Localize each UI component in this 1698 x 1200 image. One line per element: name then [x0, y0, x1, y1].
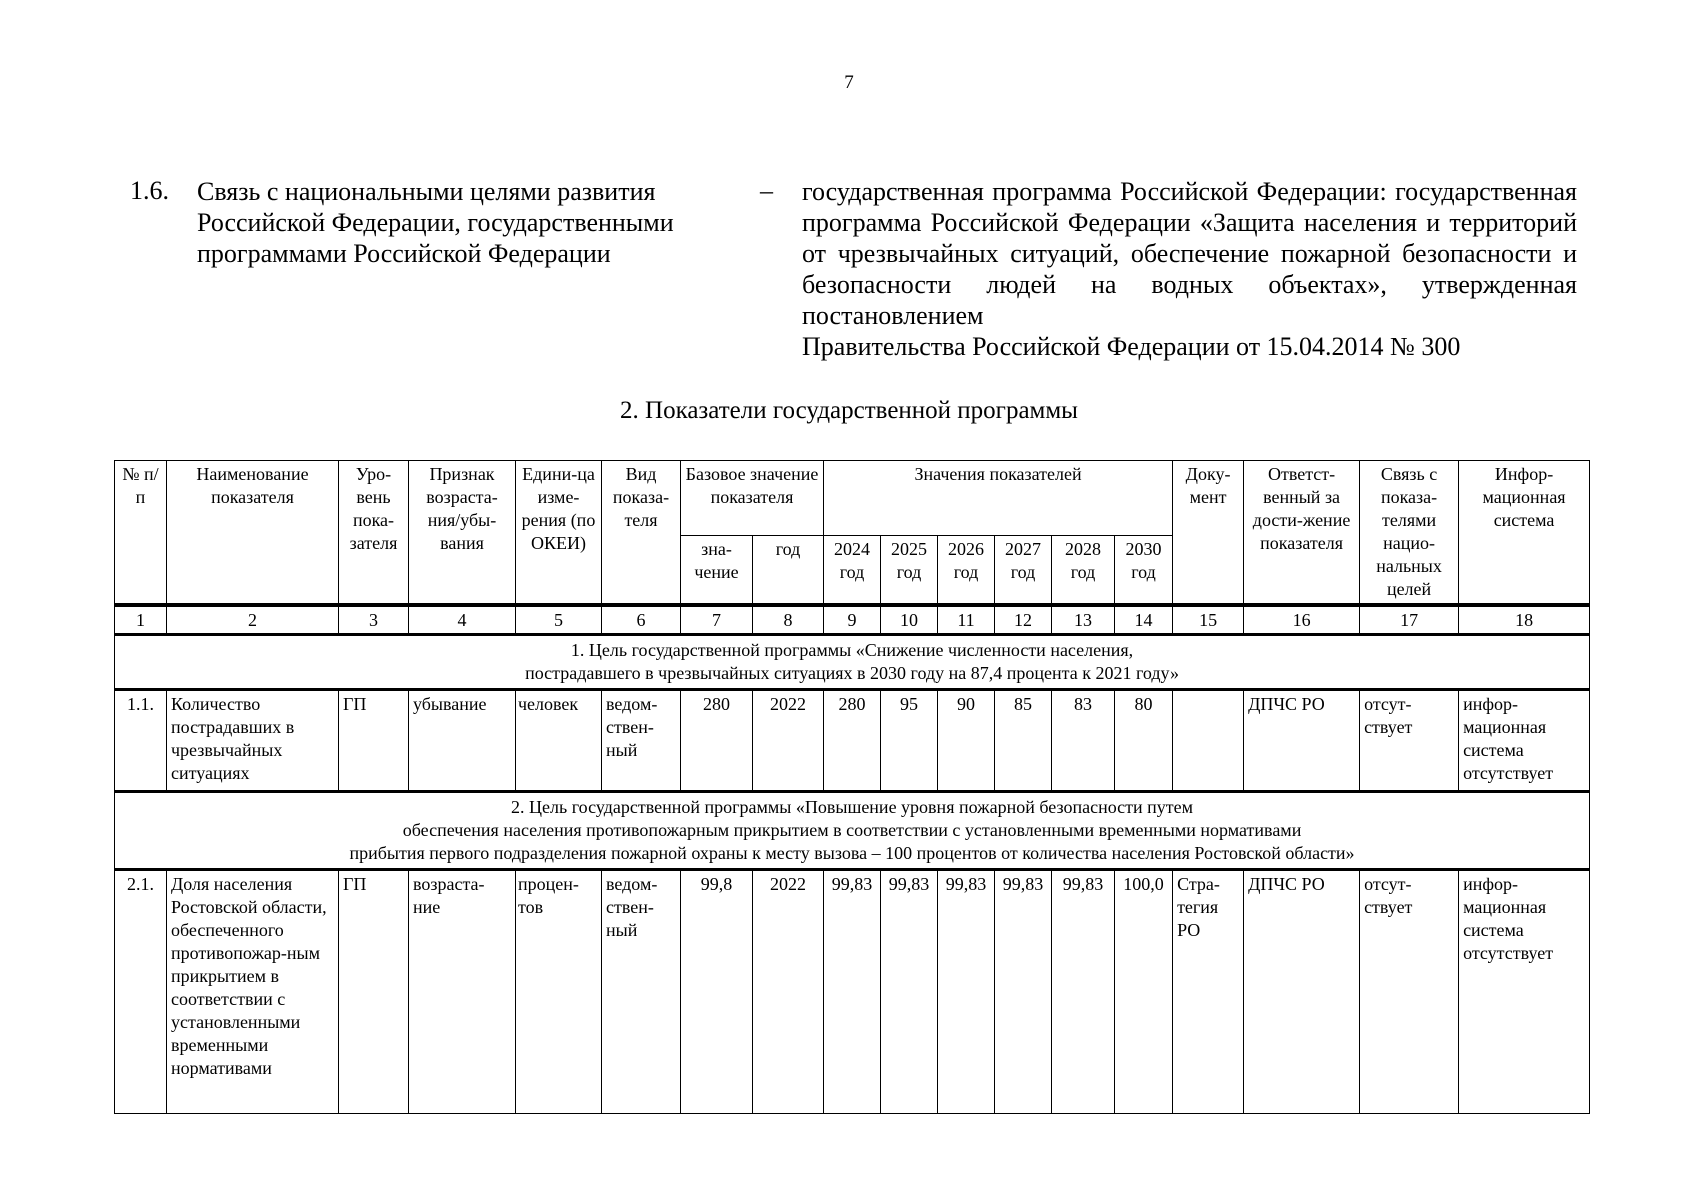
goal-1-row — [115, 635, 1590, 690]
row-base-year: 2022 — [753, 690, 824, 792]
row-link: отсут-ствует — [1360, 870, 1459, 1114]
header-doc: Доку-мент — [1173, 461, 1244, 606]
indicators-table — [114, 460, 1590, 1114]
goal-2-row — [115, 792, 1590, 870]
table-row — [115, 870, 1590, 1114]
header-name: Наименование показателя — [167, 461, 339, 606]
header-year-2024: 2024 год — [824, 535, 881, 605]
header-base: Базовое значение показателя — [681, 461, 824, 536]
goal-1-title — [115, 635, 1590, 690]
column-number: 11 — [938, 605, 995, 635]
column-number: 5 — [516, 605, 602, 635]
row-value-2024: 99,83 — [824, 870, 881, 1114]
row-doc — [1173, 690, 1244, 792]
column-number: 9 — [824, 605, 881, 635]
row-value-2027: 85 — [995, 690, 1052, 792]
row-level: ГП — [339, 690, 409, 792]
section-text-last: Правительства Российской Федерации от 15.04.2014 № 300 — [802, 332, 1461, 361]
section-dash: – — [760, 176, 773, 205]
row-value-2027: 99,83 — [995, 870, 1052, 1114]
section-number: 1.6. — [130, 176, 169, 205]
goal-2-title-line: обеспечения населения противопожарным прикрытием в соответствии с установленными временными нормативами — [402, 820, 1302, 840]
column-number: 2 — [167, 605, 339, 635]
column-number: 6 — [602, 605, 681, 635]
column-number: 8 — [753, 605, 824, 635]
column-number: 18 — [1459, 605, 1590, 635]
page-number: 7 — [844, 72, 854, 93]
goal-2-title-line: 2. Цель государственной программы «Повышение уровня пожарной безопасности путем — [511, 797, 1194, 817]
row-link: отсут-ствует — [1360, 690, 1459, 792]
header-values: Значения показателей — [824, 461, 1173, 536]
row-base-value: 280 — [681, 690, 753, 792]
column-number: 17 — [1360, 605, 1459, 635]
header-level: Уро-вень пока-зателя — [339, 461, 409, 606]
header-info: Инфор-мационная система — [1459, 461, 1590, 606]
row-name: Доля населения Ростовской области, обеспеченного противопожар-ным прикрытием в соответствии с установленными временными нормативами — [167, 870, 339, 1114]
column-number-row — [115, 605, 1590, 635]
row-value-2026: 90 — [938, 690, 995, 792]
row-value-2030: 80 — [1115, 690, 1173, 792]
header-year-2026: 2026 год — [938, 535, 995, 605]
row-value-2028: 99,83 — [1052, 870, 1115, 1114]
header-base-value: зна-чение — [681, 535, 753, 605]
header-year-2030: 2030 год — [1115, 535, 1173, 605]
column-number: 15 — [1173, 605, 1244, 635]
row-info: инфор-мационная система отсутствует — [1459, 690, 1590, 792]
goal-2-title-line: прибытия первого подразделения пожарной охраны к месту вызова – 100 процентов от количества населения Ростовской области» — [349, 843, 1355, 863]
row-unit: человек — [516, 690, 602, 792]
row-trend: убывание — [409, 690, 516, 792]
row-unit: процен-тов — [516, 870, 602, 1114]
row-no: 2.1. — [115, 870, 167, 1114]
section-text — [802, 176, 1577, 362]
column-number: 14 — [1115, 605, 1173, 635]
header-type: Вид показа-теля — [602, 461, 681, 606]
table-title: 2. Показатели государственной программы — [620, 397, 1078, 424]
row-base-year: 2022 — [753, 870, 824, 1114]
goal-1-title-line: пострадавшего в чрезвычайных ситуациях в 2030 году на 87,4 процента к 2021 году» — [525, 663, 1179, 683]
row-value-2025: 99,83 — [881, 870, 938, 1114]
column-number: 10 — [881, 605, 938, 635]
column-number: 12 — [995, 605, 1052, 635]
header-base-year: год — [753, 535, 824, 605]
row-doc: Стра-тегия РО — [1173, 870, 1244, 1114]
header-trend: Признак возраста-ния/убы-вания — [409, 461, 516, 606]
row-type: ведом-ствен-ный — [602, 870, 681, 1114]
header-link: Связь с показа-телями нацио-нальных целей — [1360, 461, 1459, 606]
row-trend: возраста-ние — [409, 870, 516, 1114]
row-value-2026: 99,83 — [938, 870, 995, 1114]
header-year-2028: 2028 год — [1052, 535, 1115, 605]
header-row-top — [115, 461, 1590, 536]
header-responsible: Ответст-венный за дости-жение показателя — [1244, 461, 1360, 606]
column-number: 3 — [339, 605, 409, 635]
goal-2-title — [115, 792, 1590, 870]
section-text-main: государственная программа Российской Федерации: государственная программа Российской Федерации «Защита населения и территорий от чрезвычайных ситуаций, обеспечение пожарной безопасности и безопасности людей на водных объектах», утвержденная постановлением — [802, 177, 1577, 330]
goal-1-title-line: 1. Цель государственной программы «Снижение численности населения, — [570, 640, 1134, 660]
row-type: ведом-ствен-ный — [602, 690, 681, 792]
row-info: инфор-мационная система отсутствует — [1459, 870, 1590, 1114]
header-year-2025: 2025 год — [881, 535, 938, 605]
row-value-2030: 100,0 — [1115, 870, 1173, 1114]
row-level: ГП — [339, 870, 409, 1114]
header-year-2027: 2027 год — [995, 535, 1052, 605]
table-row — [115, 690, 1590, 792]
header-unit: Едини-ца изме-рения (по ОКЕИ) — [516, 461, 602, 606]
row-responsible: ДПЧС РО — [1244, 870, 1360, 1114]
header-no: № п/п — [115, 461, 167, 606]
column-number: 13 — [1052, 605, 1115, 635]
column-number: 7 — [681, 605, 753, 635]
row-responsible: ДПЧС РО — [1244, 690, 1360, 792]
column-number: 1 — [115, 605, 167, 635]
row-value-2025: 95 — [881, 690, 938, 792]
row-no: 1.1. — [115, 690, 167, 792]
row-value-2024: 280 — [824, 690, 881, 792]
row-name: Количество пострадавших в чрезвычайных ситуациях — [167, 690, 339, 792]
section-label: Связь с национальными целями развития Российской Федерации, государственными программами Российской Федерации — [197, 177, 674, 268]
column-number: 16 — [1244, 605, 1360, 635]
row-value-2028: 83 — [1052, 690, 1115, 792]
column-number: 4 — [409, 605, 516, 635]
row-base-value: 99,8 — [681, 870, 753, 1114]
